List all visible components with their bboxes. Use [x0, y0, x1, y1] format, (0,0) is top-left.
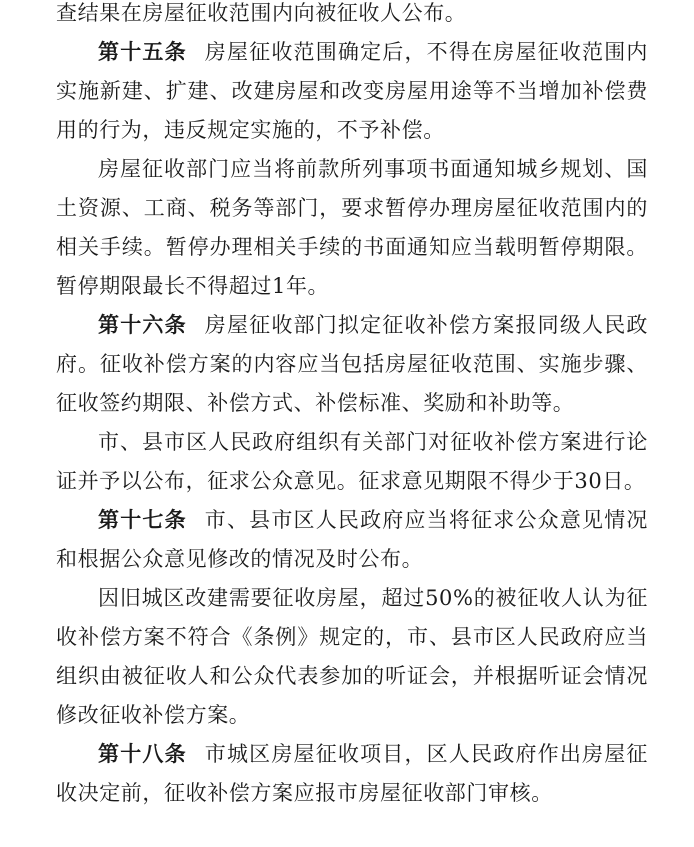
paragraph-text: 房屋征收部门应当将前款所列事项书面通知城乡规划、国土资源、工商、税务等部门，要求暂停办理房屋征收范围内的相关手续。暂停办理相关手续的书面通知应当载明暂停期限。暂停期限最长不得超过1年。 [56, 157, 648, 298]
paragraph-text: 查结果在房屋征收范围内向被征收人公布。 [56, 1, 467, 25]
article-16-clause-2 [56, 423, 648, 501]
article-15 [56, 33, 648, 150]
article-15-clause-2 [56, 150, 648, 306]
article-17-clause-2 [56, 579, 648, 735]
paragraph-text: 市、县市区人民政府组织有关部门对征收补偿方案进行论证并予以公布，征求公众意见。征求意见期限不得少于30日。 [56, 430, 648, 493]
paragraph-text: 市、县市区人民政府应当将征求公众意见情况和根据公众意见修改的情况及时公布。 [56, 508, 648, 571]
paragraph-text: 房屋征收范围确定后，不得在房屋征收范围内实施新建、扩建、改建房屋和改变房屋用途等不当增加补偿费用的行为，违反规定实施的，不予补偿。 [56, 40, 648, 142]
article-title: 第十八条 [98, 742, 187, 766]
paragraph-continuation [56, 0, 648, 33]
article-title: 第十五条 [98, 40, 187, 64]
article-title: 第十六条 [98, 313, 187, 337]
paragraph-text: 房屋征收部门拟定征收补偿方案报同级人民政府。征收补偿方案的内容应当包括房屋征收范围、实施步骤、征收签约期限、补偿方式、补偿标准、奖励和补助等。 [56, 313, 648, 415]
article-18 [56, 735, 648, 813]
article-16 [56, 306, 648, 423]
paragraph-text: 因旧城区改建需要征收房屋，超过50%的被征收人认为征收补偿方案不符合《条例》规定的，市、县市区人民政府应当组织由被征收人和公众代表参加的听证会，并根据听证会情况修改征收补偿方案。 [56, 586, 648, 727]
article-title: 第十七条 [98, 508, 187, 532]
paragraph-text: 市城区房屋征收项目，区人民政府作出房屋征收决定前，征收补偿方案应报市房屋征收部门审核。 [56, 742, 648, 805]
article-17 [56, 501, 648, 579]
